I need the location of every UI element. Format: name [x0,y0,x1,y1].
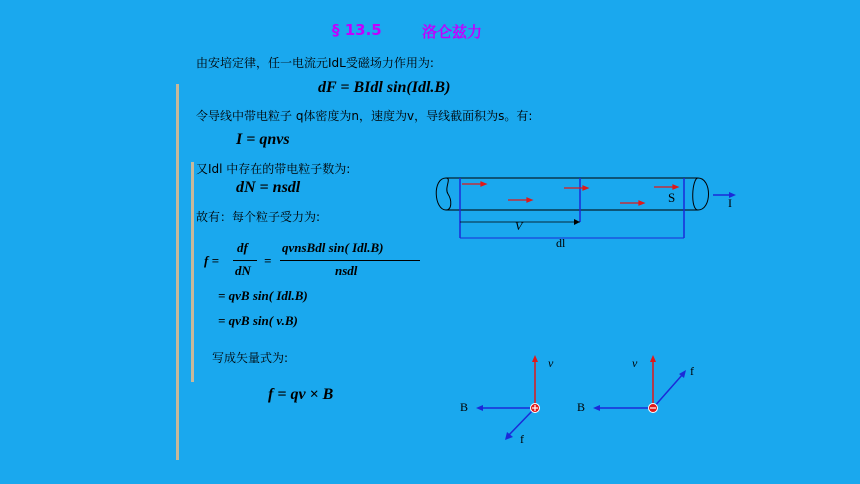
section-number: § 13.5 [332,21,382,39]
neg-label-v: v [632,356,638,370]
formula-dF: dF = BIdl sin(Idl.B) [318,79,451,96]
formula-f-den1: dN [235,263,251,278]
page-title: 洛仑兹力 [422,23,483,41]
formula-f-num2: qvnsBdl sin( Idl.B) [282,240,384,255]
formula-f-lhs: f = [204,253,219,268]
pos-label-B: B [460,400,469,414]
left-bar-outer [176,84,179,460]
vector-form-text: 写成矢量式为: [212,351,289,365]
ampere-law-text: 由安培定律，任一电流元IdL受磁场力作用为: [196,56,434,70]
negative-charge-diagram [575,350,705,430]
pos-label-f: f [520,432,524,446]
formula-dN: dN = nsdl [236,179,301,196]
pos-v-arrowhead [532,355,538,362]
formula-f-den2: nsdl [335,263,358,278]
label-dl: dl [556,236,566,250]
neg-v-arrowhead [650,355,656,362]
wire-left-end [436,178,451,210]
label-current: I [728,196,732,210]
formula-step3: = qvB sin( v.B) [218,313,298,328]
fraction-bar-2 [280,260,420,261]
fraction-bar-1 [233,260,257,261]
pos-B-arrowhead [476,405,483,411]
wire-right-end [693,178,709,210]
conductor-diagram [430,170,750,260]
formula-f-eq: = [264,253,272,268]
neg-label-B: B [577,400,586,414]
formula-vector: f = qv × B [268,386,334,403]
conductor-description: 令导线中带电粒子 q体密度为n，速度为v，导线截面积为s。有: [196,109,533,123]
force-each-text: 故有：每个粒子受力为: [196,210,321,224]
neg-label-f: f [690,364,694,378]
label-v-length: V [515,219,523,233]
pos-f-arrowhead [505,432,513,440]
formula-step2: = qvB sin( Idl.B) [218,288,308,303]
label-s: S [668,190,676,205]
particle-count-text: 又Idl 中存在的带电粒子数为: [196,162,351,176]
formula-I: I = qnvs [236,131,290,148]
pos-label-v: v [548,356,554,370]
charge-arrows [462,182,678,205]
formula-f-num1: df [237,240,248,255]
neg-f-vector [653,374,683,408]
neg-B-arrowhead [593,405,600,411]
v-length-arrowhead [574,219,580,225]
left-bar-inner [191,162,194,382]
